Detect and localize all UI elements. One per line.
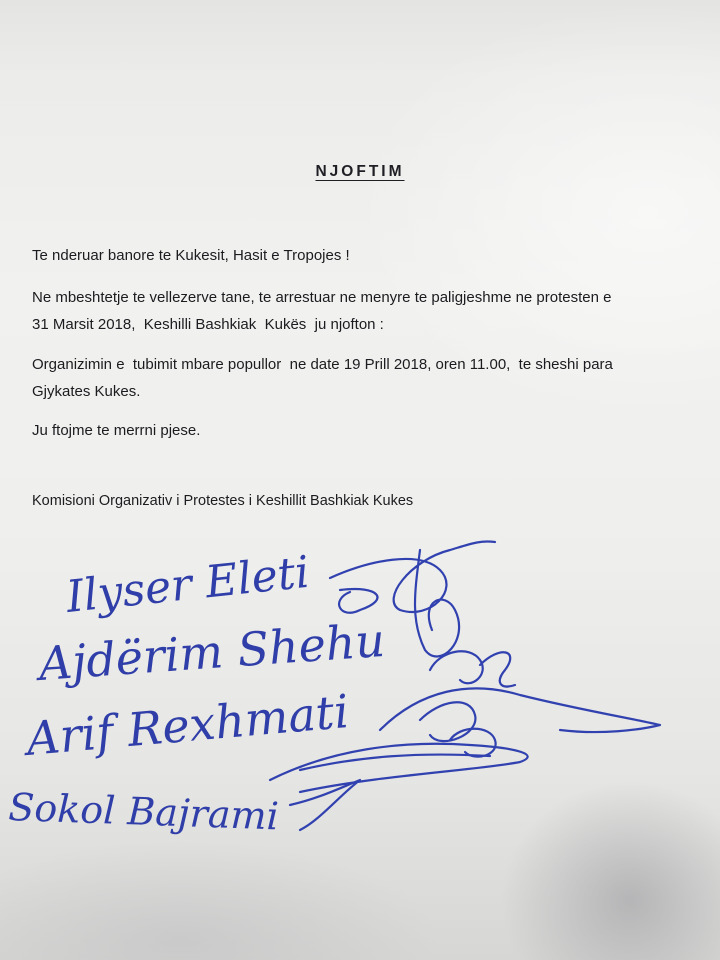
signature-name-4: Sokol Bajrami	[7, 785, 280, 839]
signature-scribble-4	[380, 688, 660, 741]
handwritten-signatures	[0, 530, 720, 860]
signature-name-2: Ajdërim Shehu	[37, 612, 387, 691]
signature-name-1: Ilyser Eleti	[63, 546, 312, 623]
event-paragraph: Organizimin e tubimit mbare popullor ne date 19 Prill 2018, oren 11.00, te sheshi para Gjykates Kukes.	[32, 356, 613, 400]
committee-name: Komisioni Organizativ i Protestes i Keshillit Bashkiak Kukes	[32, 493, 414, 509]
invitation-text: Ju ftojme te merrni pjese.	[32, 422, 201, 439]
signature-name-3: Arif Rexhmati	[24, 683, 351, 766]
signature-scribble-3	[430, 651, 515, 686]
signature-scribble-5	[270, 744, 528, 830]
reason-paragraph: Ne mbeshtetje te vellezerve tane, te arrestuar ne menyre te paligjeshme ne protesten e 31 Marsit 2018, Keshilli Bashkiak Kukës ju njofton :	[32, 289, 612, 333]
signature-scribble-6	[450, 729, 496, 757]
notice-title: NJOFTIM	[315, 163, 405, 180]
signature-scribble-2	[339, 589, 377, 613]
salutation-text: Te nderuar banore te Kukesit, Hasit e Tropojes !	[32, 247, 350, 264]
